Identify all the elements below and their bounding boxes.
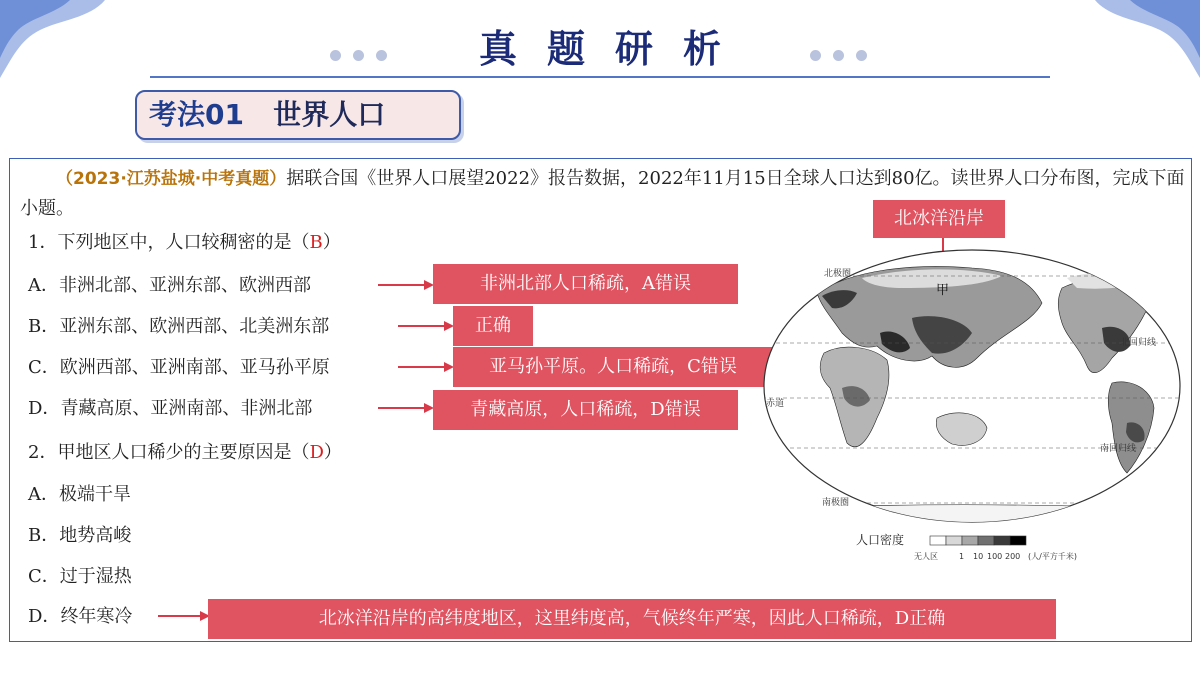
label-equator: 赤道 (766, 399, 785, 409)
q2-option-c (28, 565, 132, 589)
legend-swatch (1010, 536, 1026, 545)
option-letter: D． (28, 398, 61, 419)
option-text: 欧洲西部、亚洲南部、亚马孙平原 (59, 357, 330, 378)
option-text: 地势高峻 (59, 525, 132, 546)
option-letter: A． (28, 484, 59, 505)
option-letter: B． (28, 316, 60, 337)
option-text: 极端干旱 (59, 484, 131, 505)
legend-title: 人口密度 (856, 533, 905, 547)
q1-stem-text: 1．下列地区中，人口较稠密的是（ (28, 232, 310, 253)
legend-tick: 10 (973, 552, 984, 561)
legend-tick: 200 (1005, 552, 1021, 561)
legend-tick: 无人区 (914, 552, 938, 561)
callout-option-c: 亚马孙平原。人口稀疏，C错误 (453, 347, 773, 387)
q2-option-b (28, 524, 131, 548)
legend-swatch (930, 536, 946, 545)
option-text: 过于湿热 (59, 566, 132, 587)
label-antarctic-circle: 南极圈 (822, 498, 850, 508)
option-letter: C． (28, 357, 60, 378)
q2-stem-text: 2．甲地区人口稀少的主要原因是（ (28, 442, 310, 463)
q1-option-c (28, 356, 330, 380)
option-text: 非洲北部、亚洲东部、欧洲西部 (59, 275, 311, 296)
q1-option-d (28, 397, 312, 421)
q1-stem-close: ） (322, 232, 341, 253)
callout-q2-explanation: 北冰洋沿岸的高纬度地区，这里纬度高，气候终年严寒，因此人口稀疏，D正确 (208, 599, 1056, 639)
section-code: 考法01 (149, 98, 244, 131)
legend-swatch (946, 536, 962, 545)
arrow-icon (398, 319, 454, 333)
title-dots-left (330, 50, 387, 61)
arrow-icon (158, 609, 210, 623)
option-letter: A． (28, 275, 59, 296)
callout-option-a: 非洲北部人口稀疏，A错误 (433, 264, 738, 304)
legend-tick: 100 (987, 552, 1003, 561)
arrow-icon (378, 401, 434, 415)
q1-option-b (28, 315, 329, 339)
callout-arctic-coast: 北冰洋沿岸 (873, 200, 1005, 238)
legend-tick: 1 (959, 552, 965, 561)
label-tropic-cancer: 北回归线 (1120, 338, 1157, 348)
section-name: 世界人口 (273, 98, 386, 131)
page-title: 真题研析 (478, 27, 751, 71)
legend-swatch (978, 536, 994, 545)
option-text: 亚洲东部、欧洲西部、北美洲东部 (59, 316, 330, 337)
option-letter: D． (28, 606, 61, 627)
section-tag (135, 90, 461, 140)
label-tropic-capricorn: 南回归线 (1100, 444, 1137, 454)
option-text: 终年寒冷 (60, 606, 133, 627)
title-bar (0, 14, 1200, 70)
world-population-map (762, 248, 1182, 578)
q1-stem (28, 231, 341, 255)
arrow-icon (378, 278, 434, 292)
title-divider (150, 76, 1050, 78)
q2-stem-close: ） (323, 442, 342, 463)
option-letter: B． (28, 525, 60, 546)
callout-option-d: 青藏高原，人口稀疏，D错误 (433, 390, 738, 430)
map-marker-jia: 甲 (936, 283, 950, 298)
question-source: （2023·江苏盐城·中考真题） (56, 169, 287, 189)
question-intro-text: 据联合国《世界人口展望2022》报告数据，2022年11月15日全球人口达到80亿。读世界人口分布图，完成下面小题。 (20, 168, 1185, 219)
title-dots-right (810, 50, 867, 61)
option-letter: C． (28, 566, 60, 587)
q2-option-d (28, 605, 132, 629)
legend-unit: (人/平方千米) (1028, 552, 1077, 561)
q2-option-a (28, 483, 131, 507)
q1-option-a (28, 274, 311, 298)
label-arctic-circle: 北极圈 (824, 269, 852, 279)
q2-answer: D (309, 442, 324, 463)
question-intro (20, 164, 1185, 224)
arrow-icon (398, 360, 454, 374)
option-text: 青藏高原、亚洲南部、非洲北部 (60, 398, 313, 419)
q2-stem (28, 441, 342, 465)
legend-swatch (994, 536, 1010, 545)
callout-option-b: 正确 (453, 306, 533, 346)
legend-swatch (962, 536, 978, 545)
q1-answer: B (309, 232, 323, 253)
